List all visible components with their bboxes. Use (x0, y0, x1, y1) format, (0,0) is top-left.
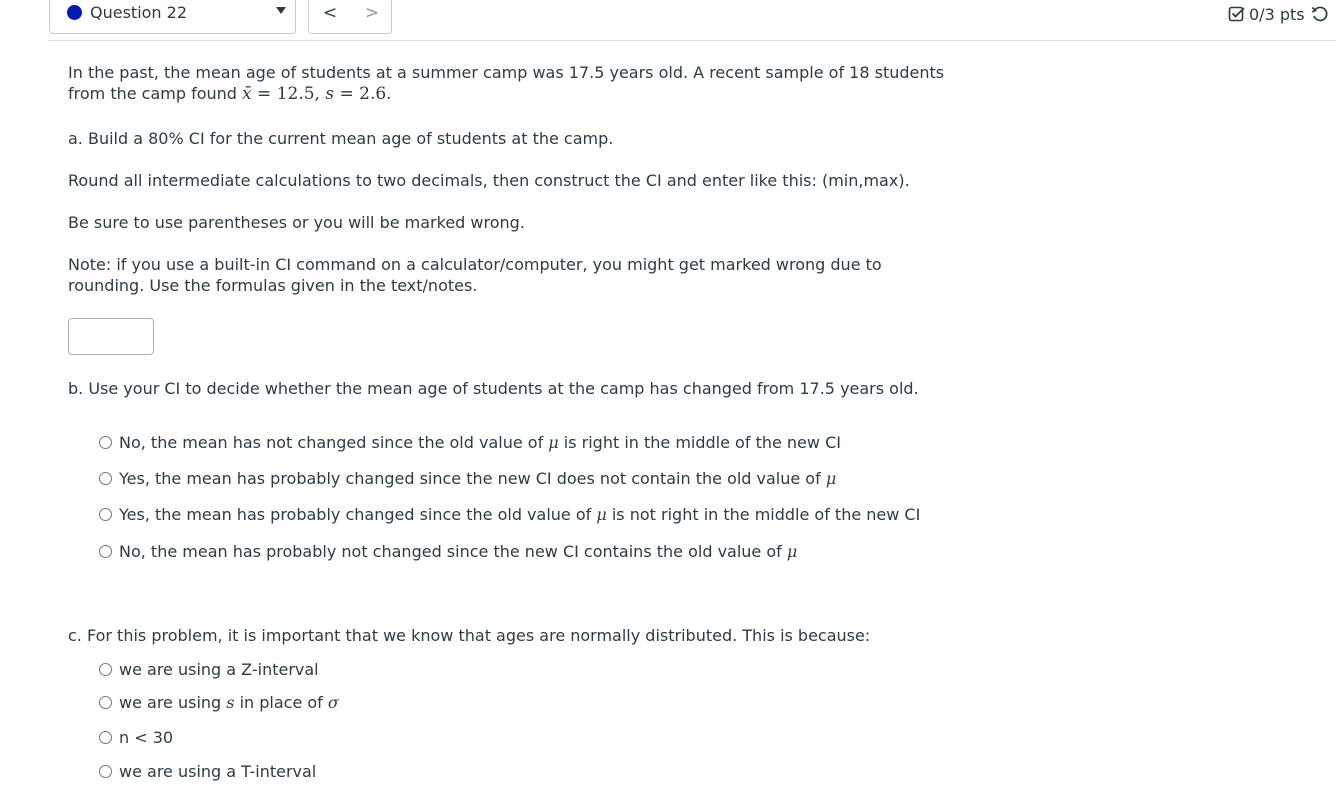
part-c-option-2[interactable] (99, 692, 339, 714)
checkbox-icon (1228, 5, 1246, 23)
parentheses-warning: Be sure to use parentheses or you will be marked wrong. (68, 213, 525, 232)
question-intro-line1: In the past, the mean age of students at a summer camp was 17.5 years old. A recent sample of 18 students (68, 63, 945, 82)
calculator-note-line1: Note: if you use a built-in CI command on a calculator/computer, you might get marked wrong due to (68, 255, 882, 274)
points-text: 0/3 pts (1249, 5, 1305, 24)
radio-button[interactable] (99, 765, 112, 778)
radio-button[interactable] (99, 696, 112, 709)
intro-line2-text: from the camp found (68, 84, 243, 103)
option-text: No, the mean has probably not changed since the new CI contains the old value of (119, 542, 787, 561)
part-c-prompt: c. For this problem, it is important that we know that ages are normally distributed. This is because: (68, 626, 871, 645)
radio-button[interactable] (99, 472, 112, 485)
calculator-note-line2: rounding. Use the formulas given in the text/notes. (68, 276, 478, 295)
question-nav (308, 0, 392, 34)
option-text: No, the mean has not changed since the old value of (119, 433, 549, 452)
answered-status-icon (67, 5, 82, 20)
header-divider (48, 40, 1336, 41)
part-a-prompt: a. Build a 80% CI for the current mean age of students at the camp. (68, 129, 614, 148)
ci-answer-input[interactable] (68, 318, 154, 355)
radio-button[interactable] (99, 545, 112, 558)
part-b-option-2[interactable] (99, 468, 836, 490)
question-selector[interactable] (49, 0, 296, 34)
mu-symbol: μ (786, 542, 798, 561)
radio-button[interactable] (99, 731, 112, 744)
mu-symbol: μ (596, 505, 607, 524)
part-b-option-4[interactable] (99, 541, 797, 563)
question-label: Question 22 (90, 3, 188, 22)
mu-symbol: μ (548, 433, 559, 452)
radio-button[interactable] (99, 508, 112, 521)
part-b-option-1[interactable] (99, 432, 841, 454)
option-text: we are using a Z-interval (119, 660, 319, 679)
part-b-prompt: b. Use your CI to decide whether the mean age of students at the camp has changed from 17.5 years old. (68, 379, 919, 398)
rounding-instructions: Round all intermediate calculations to two decimals, then construct the CI and enter like this: (min,max). (68, 171, 910, 190)
part-c-option-3[interactable] (99, 727, 173, 749)
part-c-option-4[interactable] (99, 761, 316, 783)
option-text-mid: in place of (234, 693, 328, 712)
sample-stats-math (242, 84, 392, 104)
xbar-symbol: x̄ (242, 84, 252, 104)
radio-button[interactable] (99, 436, 112, 449)
part-c-option-1[interactable] (99, 659, 319, 681)
s-symbol: s (325, 84, 335, 104)
points-display (1228, 5, 1329, 27)
caret-down-icon (276, 7, 286, 14)
sigma-symbol: σ (327, 693, 339, 712)
option-text: Yes, the mean has probably changed since the old value of (119, 505, 597, 524)
xbar-value: = 12.5, (251, 84, 326, 104)
s-symbol: s (226, 693, 235, 712)
option-text-tail: is not right in the middle of the new CI (606, 505, 921, 524)
option-text: Yes, the mean has probably changed since the new CI does not contain the old value of (119, 469, 826, 488)
next-question-button[interactable]: > (364, 3, 380, 23)
part-b-option-3[interactable] (99, 504, 920, 526)
mu-symbol: μ (825, 469, 837, 488)
s-value: = 2.6. (334, 84, 392, 104)
question-header (0, 0, 1336, 42)
option-text-tail: is right in the middle of the new CI (558, 433, 841, 452)
question-intro-line2 (68, 83, 392, 105)
radio-button[interactable] (99, 663, 112, 676)
previous-question-button[interactable]: < (322, 3, 338, 23)
option-text: n < 30 (119, 728, 174, 747)
reset-icon[interactable] (1311, 5, 1329, 23)
option-text: we are using (119, 693, 227, 712)
option-text: we are using a T-interval (119, 762, 317, 781)
